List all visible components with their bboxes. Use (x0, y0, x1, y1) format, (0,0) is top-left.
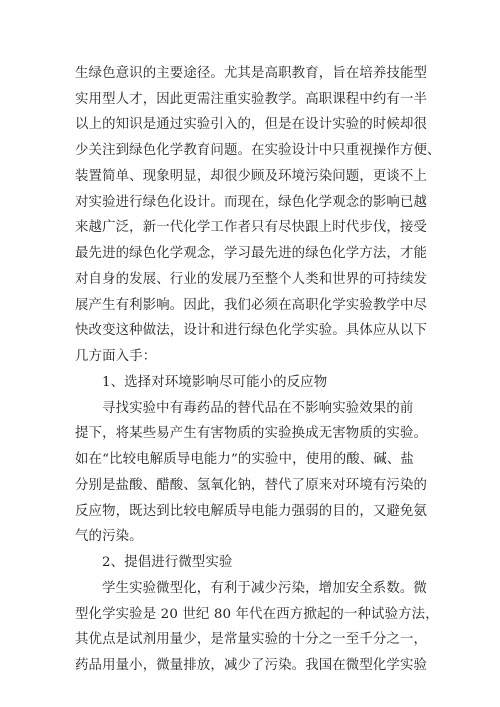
text-line: 气的污染。 (75, 529, 143, 544)
text-line: 来越广泛，新一代化学工作者只有尽快跟上时代步伐，接受 (75, 220, 428, 235)
text-line: 其优点是试剂用量少，是常量实验的十分之一至千分之一， (75, 632, 428, 647)
text-line: 提下，将某些易产生有害物质的实验换成无害物质的实验。 (75, 426, 428, 441)
text-line: 学生实验微型化，有利于减少污染，增加安全系数。微 (102, 581, 427, 596)
text-line: 药品用量小，微量排放，减少了污染。我国在微型化学实验 (75, 658, 428, 673)
text-line: 少关注到绿色化学教育问题。在实验设计中只重视操作方便、 (75, 143, 441, 158)
text-line: 寻找实验中有毒药品的替代品在不影响实验效果的前 (102, 401, 414, 416)
section-heading-2: 2、提倡进行微型实验 (102, 555, 233, 570)
text-line: 最先进的绿色化学观念，学习最先进的绿色化学方法，才能 (75, 246, 428, 261)
text-line: 对实验进行绿色化设计。而现在，绿色化学观念的影响已越 (75, 195, 428, 210)
text-line: 快改变这种做法，设计和进行绿色化学实验。具体应从以下 (75, 323, 428, 338)
text-line: 几方面入手： (75, 349, 157, 364)
text-line: 如在“比较电解质导电能力”的实验中，使用的酸、碱、盐 (75, 452, 414, 467)
text-line: 以上的知识是通过实验引入的，但是在设计实验的时候却很 (75, 117, 428, 132)
text-line: 实用型人才，因此更需注重实验教学。高职课程中约有一半 (75, 92, 428, 107)
text-line: 对自身的发展、行业的发展乃至整个人类和世界的可持续发 (75, 272, 428, 287)
text-line: 型化学实验是 20 世纪 80 年代在西方掀起的一种试验方法， (75, 607, 439, 622)
text-line: 生绿色意识的主要途径。尤其是高职教育，旨在培养技能型 (75, 66, 428, 81)
text-line: 装置简单、现象明显，却很少顾及环境污染问题，更谈不上 (75, 169, 428, 184)
text-line: 展产生有利影响。因此，我们必须在高职化学实验教学中尽 (75, 298, 428, 313)
text-line: 反应物，既达到比较电解质导电能力强弱的目的，又避免氨 (75, 504, 428, 519)
section-heading-1: 1、选择对环境影响尽可能小的反应物 (102, 375, 328, 390)
text-line: 分别是盐酸、醋酸、氢氧化钠，替代了原来对环境有污染的 (75, 478, 428, 493)
